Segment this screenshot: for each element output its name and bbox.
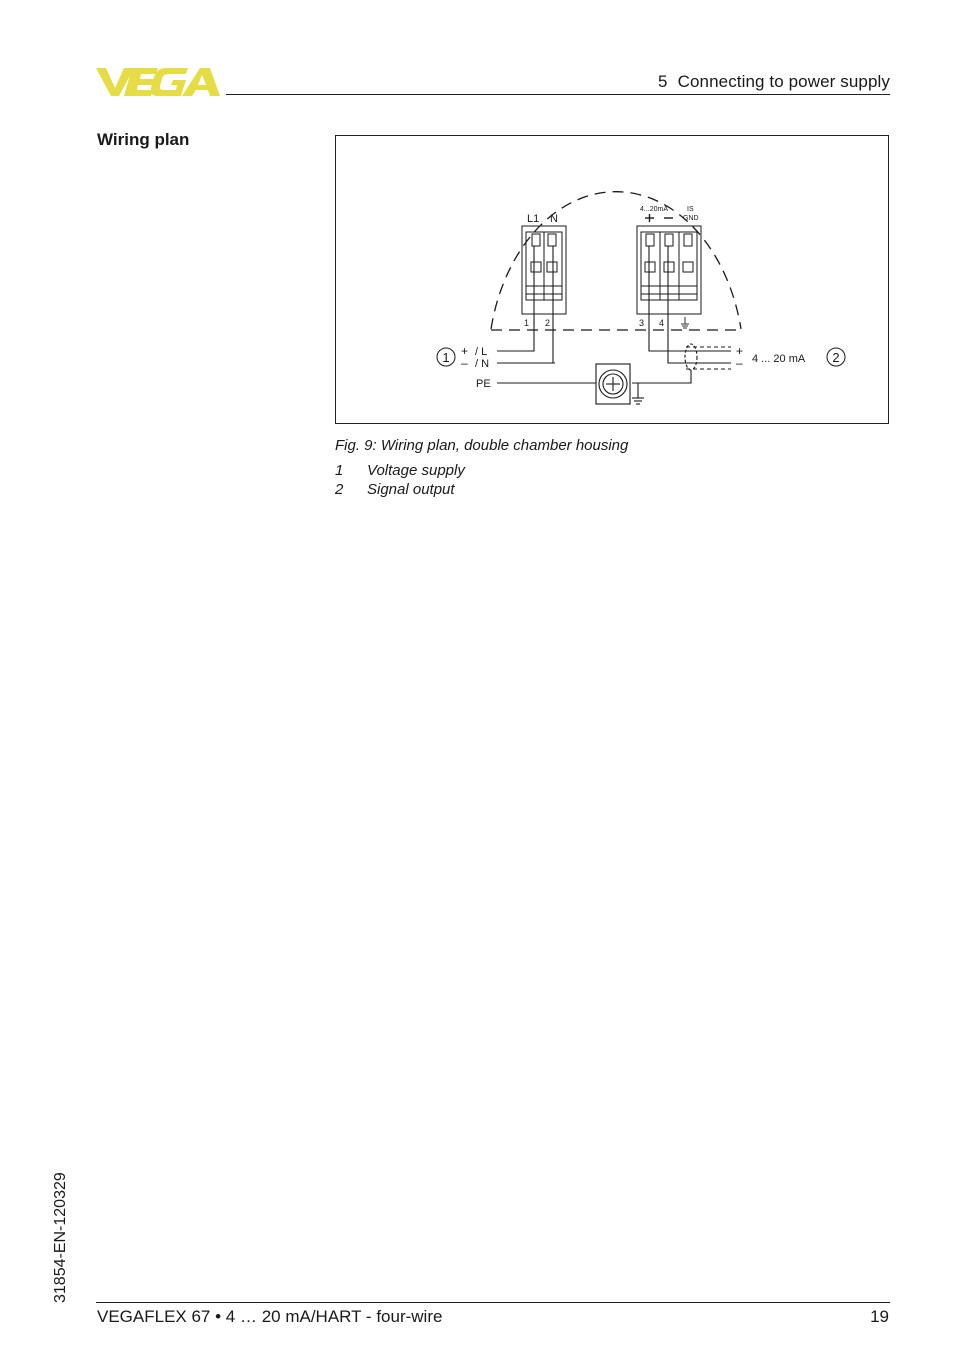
label-gnd: GND	[683, 215, 699, 222]
wire-plus-l: +	[461, 344, 469, 358]
terminal-block-signal	[637, 226, 701, 314]
terminal-number-3: 3	[639, 318, 645, 328]
wire-label-l: / L	[475, 346, 488, 358]
footer-product-line: VEGAFLEX 67 • 4 … 20 mA/HART - four-wire	[97, 1307, 443, 1326]
label-n: N	[550, 213, 558, 225]
footer-rule	[96, 1302, 890, 1303]
header-rule	[226, 94, 890, 95]
page-number: 19	[870, 1307, 889, 1326]
wire-label-pe: PE	[476, 378, 491, 390]
figure-legend	[335, 462, 465, 500]
label-l1: L1	[527, 213, 540, 225]
signal-plus: +	[736, 344, 744, 358]
callout-number-2: 2	[832, 350, 840, 365]
chapter-number: 5	[658, 72, 668, 91]
ground-symbol-icon	[681, 317, 689, 328]
terminal-number-1: 1	[524, 318, 530, 328]
label-signal: 4...20mA	[640, 206, 669, 213]
legend-number: 2	[335, 481, 344, 498]
legend-text: Voltage supply	[367, 462, 465, 479]
vega-logo	[96, 66, 220, 98]
terminal-number-2: 2	[545, 318, 551, 328]
terminal-number-4: 4	[659, 318, 665, 328]
section-title: Wiring plan	[97, 130, 190, 149]
label-is: IS	[687, 206, 694, 213]
callout-number-1: 1	[442, 350, 450, 365]
wire-minus-n: –	[461, 356, 468, 370]
figure-caption: Fig. 9: Wiring plan, double chamber housing	[335, 437, 629, 454]
legend-item	[335, 462, 465, 481]
signal-range-label: 4 ... 20 mA	[752, 353, 806, 365]
legend-text: Signal output	[367, 481, 455, 498]
document-id: 31854-EN-120329	[52, 1172, 69, 1303]
wiring-diagram	[336, 136, 890, 425]
chapter-title: Connecting to power supply	[677, 72, 890, 91]
chapter-heading	[658, 72, 890, 92]
ground-terminal	[596, 364, 644, 404]
legend-item	[335, 481, 465, 500]
signal-minus: –	[736, 356, 743, 370]
wire-label-n: / N	[475, 358, 490, 370]
wiring-diagram-frame	[335, 135, 889, 424]
legend-number: 1	[335, 462, 344, 479]
